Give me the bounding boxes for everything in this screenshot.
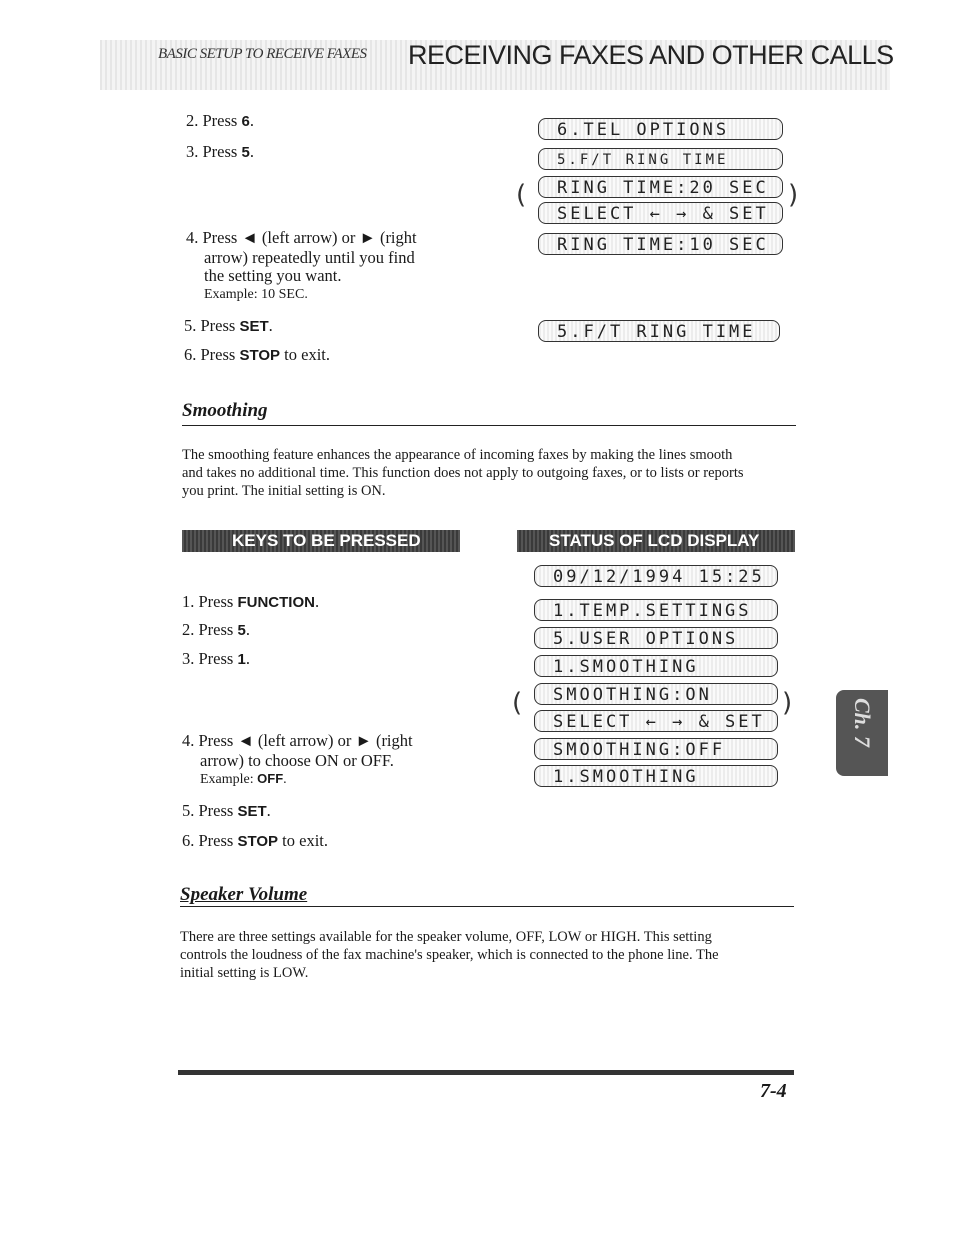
smooth-step-6: 6. Press STOP to exit. — [182, 831, 328, 850]
smooth-step-4: 4. Press ◄ (left arrow) or ► (right — [182, 731, 413, 750]
smooth-step-2: 2. Press 5. — [182, 620, 250, 639]
section-title-speaker: Speaker Volume — [180, 884, 308, 905]
smooth-step-1: 1. Press FUNCTION. — [182, 592, 320, 611]
lcd-display: SELECT ← → & SET — [534, 710, 778, 732]
ring-step-2: 2. Press 6. — [186, 111, 254, 130]
smooth-step-3: 3. Press 1. — [182, 649, 250, 668]
lcd-display: RING TIME:20 SEC — [538, 176, 783, 198]
footer-rule — [178, 1070, 794, 1075]
chapter-tab-label: Ch. 7 — [850, 698, 875, 747]
lcd-display: SMOOTHING:ON — [534, 683, 778, 705]
lcd-header: STATUS OF LCD DISPLAY — [517, 530, 795, 552]
ring-step-6: 6. Press STOP to exit. — [184, 345, 330, 364]
lcd-display: RING TIME:10 SEC — [538, 233, 783, 255]
bracket-left: ( — [512, 688, 523, 718]
smooth-step-4-line2: arrow) to choose ON or OFF. — [200, 751, 394, 770]
ring-step-4: 4. Press ◄ (left arrow) or ► (right — [186, 228, 417, 247]
page-number: 7-4 — [760, 1080, 787, 1102]
ring-step-4-line3: the setting you want. — [204, 266, 342, 285]
smoothing-paragraph: The smoothing feature enhances the appearance of incoming faxes by making the lines smooth and takes no additional time. This function does not apply to outgoing faxes, or to lists or reports you print. The initial setting is ON. — [182, 447, 744, 499]
section-rule — [180, 906, 794, 907]
ring-example: Example: 10 SEC. — [204, 287, 308, 302]
lcd-display: 5.F/T RING TIME — [538, 148, 783, 170]
section-title-smoothing: Smoothing — [182, 400, 268, 421]
smooth-step-5: 5. Press SET. — [182, 801, 271, 820]
header-section: BASIC SETUP TO RECEIVE FAXES — [158, 46, 367, 62]
lcd-display: SELECT ← → & SET — [538, 202, 783, 224]
lcd-display: 6.TEL OPTIONS — [538, 118, 783, 140]
lcd-display: 09/12/1994 15:25 — [534, 565, 778, 587]
lcd-display: 1.TEMP.SETTINGS — [534, 599, 778, 621]
smooth-example: Example: OFF. — [200, 771, 287, 787]
speaker-paragraph: There are three settings available for the speaker volume, OFF, LOW or HIGH. This setting controls the loudness of the fax machine's speaker, which is connected to the phone line. The initial setting is LOW. — [180, 929, 719, 981]
lcd-display: 1.SMOOTHING — [534, 765, 778, 787]
ring-step-4-line2: arrow) repeatedly until you find — [204, 248, 415, 267]
lcd-display: 1.SMOOTHING — [534, 655, 778, 677]
bracket-right: ) — [782, 688, 793, 718]
section-rule — [182, 425, 796, 426]
ring-step-3: 3. Press 5. — [186, 142, 254, 161]
keys-header: KEYS TO BE PRESSED — [182, 530, 460, 552]
lcd-display: 5.F/T RING TIME — [538, 320, 780, 342]
ring-step-5: 5. Press SET. — [184, 316, 273, 335]
header-chapter-title: RECEIVING FAXES AND OTHER CALLS — [408, 40, 894, 70]
lcd-display: SMOOTHING:OFF — [534, 738, 778, 760]
bracket-left: ( — [516, 180, 527, 210]
bracket-right: ) — [788, 180, 799, 210]
lcd-display: 5.USER OPTIONS — [534, 627, 778, 649]
